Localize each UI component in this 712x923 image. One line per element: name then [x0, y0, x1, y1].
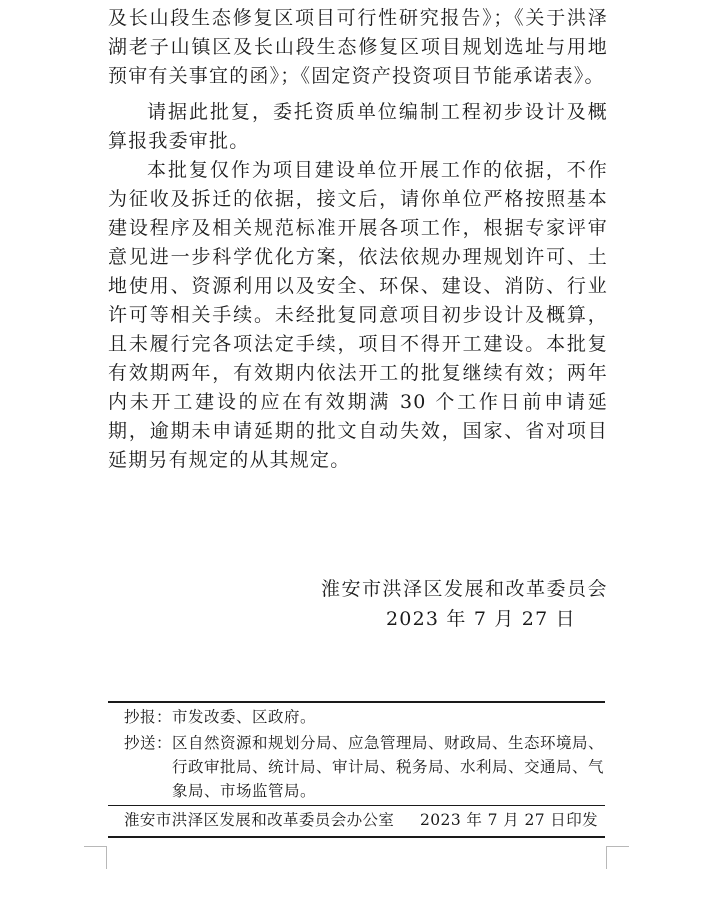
body-paragraph-3: 本批复仅作为项目建设单位开展工作的依据，不作为征收及拆迁的依据，接文后，请你单位严格按照基本建设程序及相关规范标准开展各项工作，根据专家评审意见进一步科学优化方案，依法依规办理规划许可、土地使用、资源利用以及安全、环保、建设、消防、行业许可等相关手续。未经批复同意项目初步设计及概算，且未履行完各项法定手续，项目不得开工建设。本批复有效期两年，有效期内依法开工的批复继续有效；两年内未开工建设的应在有效期满 30 个工作日前申请延期，逾期未申请延期的批文自动失效，国家、省对项目延期另有规定的从其规定。 [108, 159, 608, 471]
footer-issuer: 淮安市洪泽区发展和改革委员会办公室 [124, 811, 395, 829]
signature-organization: 淮安市洪泽区发展和改革委员会 [320, 578, 608, 600]
copy-to-line [124, 731, 610, 803]
copy-to-label: 抄送： [124, 734, 173, 752]
body-paragraph-1: 及长山段生态修复区项目可行性研究报告》；《关于洪泽湖老子山镇区及长山段生态修复区项目规划选址与用地预审有关事宜的函》；《固定资产投资项目节能承诺表》。 [108, 7, 608, 87]
distribution-bottom-rule [108, 836, 605, 838]
report-to-line [124, 705, 610, 729]
report-to-value: 市发改委、区政府。 [172, 708, 317, 726]
print-footer [124, 808, 598, 832]
body-paragraph-2: 请据此批复，委托资质单位编制工程初步设计及概算报我委审批。 [108, 101, 608, 152]
report-to-label: 抄报： [124, 708, 173, 726]
distribution-top-rule [108, 701, 605, 703]
distribution-middle-rule [108, 805, 605, 806]
page-corner-mark-left [84, 846, 107, 869]
signature-date: 2023 年 7 月 27 日 [386, 608, 576, 630]
copy-to-value: 区自然资源和规划分局、应急管理局、财政局、生态环境局、行政审批局、统计局、审计局、税务局、水利局、交通局、气象局、市场监管局。 [172, 734, 605, 800]
page-corner-mark-right [606, 846, 629, 869]
footer-print-date: 2023 年 7 月 27 日印发 [420, 811, 598, 829]
